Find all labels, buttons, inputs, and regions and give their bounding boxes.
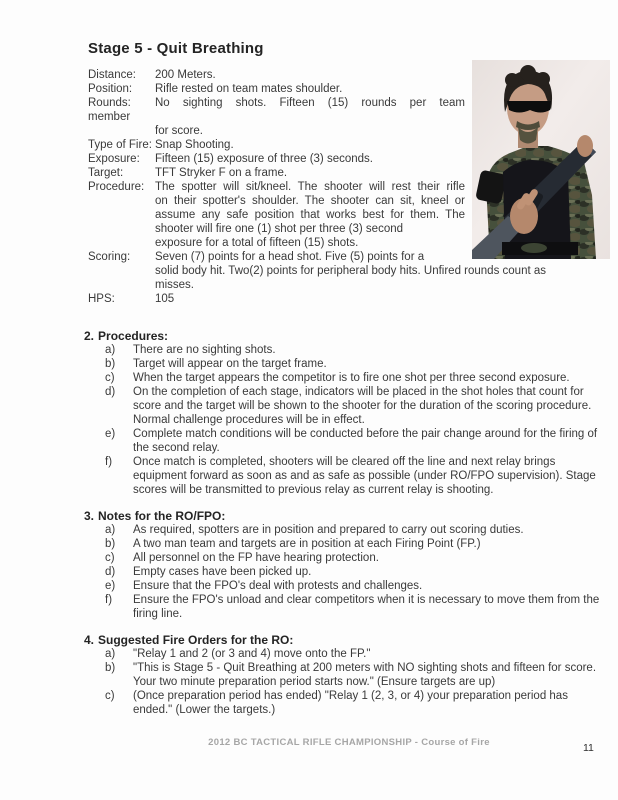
- list-item-letter: b): [105, 358, 116, 370]
- spec-value: on their spotter's shoulder. The shooter can sit, kneel or: [155, 195, 465, 207]
- section-title: Procedures:: [98, 329, 169, 343]
- list-item: [84, 385, 610, 427]
- list-item-text: (Once preparation period has ended) "Relay 1 (2, 3, or 4) your preparation period has ended." (Lower the targets.): [133, 690, 568, 716]
- spec-line: [88, 292, 618, 306]
- shooter-photo-graphic: [472, 60, 610, 259]
- spec-value: TFT Stryker F on a frame.: [155, 167, 288, 179]
- list-item-text: Empty cases have been picked up.: [133, 566, 312, 578]
- spec-label: Type of Fire:: [88, 139, 152, 151]
- section-fire-orders: [84, 633, 610, 717]
- list-item-text: Ensure the FPO's unload and clear competitors when it is necessary to move them from the firing line.: [133, 594, 600, 620]
- spec-label: Scoring:: [88, 251, 131, 263]
- section-heading: [84, 633, 610, 647]
- list-item-letter: f): [105, 594, 113, 606]
- section-heading: [84, 329, 610, 343]
- list-item-text: Ensure that the FPO's deal with protests and challenges.: [133, 580, 423, 592]
- list-item: [84, 371, 610, 385]
- list-item-letter: a): [105, 648, 116, 660]
- list-item-text: A two man team and targets are in position at each Firing Point (FP.): [133, 538, 481, 550]
- section-title: Suggested Fire Orders for the RO:: [98, 633, 294, 647]
- list-item: [84, 661, 610, 689]
- footer-text: 2012 BC TACTICAL RIFLE CHAMPIONSHIP - Course of Fire: [208, 737, 490, 748]
- list-item-text: When the target appears the competitor is to fire one shot per three second exposure.: [133, 372, 570, 384]
- section-number: 2.: [84, 329, 95, 343]
- list-item: [84, 537, 610, 551]
- list-item-text: Complete match conditions will be conducted before the pair change around for the firing of the second relay.: [133, 428, 598, 454]
- spec-value: assume any safe position that works best for them. The: [155, 209, 465, 221]
- spec-label: Target:: [88, 167, 124, 179]
- section-title: Notes for the RO/FPO:: [98, 509, 226, 523]
- list-item: [84, 455, 610, 497]
- spec-label: HPS:: [88, 293, 115, 305]
- list-item: [84, 523, 610, 537]
- list-item-text: All personnel on the FP have hearing protection.: [133, 552, 379, 564]
- section-notes-ro-fpo: [84, 509, 610, 621]
- list-item: [84, 579, 610, 593]
- spec-value: for score.: [155, 125, 203, 137]
- list-item: [84, 593, 610, 621]
- list-item: [84, 689, 610, 717]
- list-item: [84, 565, 610, 579]
- list-item-letter: a): [105, 524, 116, 536]
- list-item: [84, 357, 610, 371]
- list-item: [84, 427, 610, 455]
- section-items: [84, 523, 610, 621]
- page-title: Stage 5 - Quit Breathing: [88, 40, 264, 57]
- spec-label: Procedure:: [88, 181, 145, 193]
- page-number: 11: [583, 742, 594, 754]
- spec-line: [88, 278, 618, 292]
- spec-value: 105: [155, 293, 175, 305]
- spec-value: 200 Meters.: [155, 69, 216, 81]
- list-item-letter: c): [105, 690, 115, 702]
- list-item-letter: d): [105, 386, 116, 398]
- spec-line: [88, 264, 618, 278]
- spec-label: member: [88, 111, 131, 123]
- list-item-text: There are no sighting shots.: [133, 344, 276, 356]
- list-item-text: On the completion of each stage, indicators will be placed in the shot holes that count for score and the target will be shown to the shooter for the duration of the scoring procedure. Normal challenge procedures will be in effect.: [133, 386, 592, 426]
- spec-value: Fifteen (15) exposure of three (3) seconds.: [155, 153, 373, 165]
- spec-label: Rounds:: [88, 97, 131, 109]
- list-item-letter: a): [105, 344, 116, 356]
- spec-value: solid body hit. Two(2) points for peripheral body hits. Unfired rounds count as: [155, 265, 546, 277]
- list-item-letter: b): [105, 662, 116, 674]
- list-item-text: As required, spotters are in position and prepared to carry out scoring duties.: [133, 524, 524, 536]
- section-items: [84, 647, 610, 717]
- list-item-text: Target will appear on the target frame.: [133, 358, 327, 370]
- list-item: [84, 647, 610, 661]
- spec-value: exposure for a total of fifteen (15) shots.: [155, 237, 359, 249]
- spec-label: Exposure:: [88, 153, 140, 165]
- section-procedures: [84, 329, 610, 497]
- section-items: [84, 343, 610, 497]
- list-item-letter: c): [105, 372, 115, 384]
- list-item-letter: f): [105, 456, 113, 468]
- list-item: [84, 343, 610, 357]
- list-item-text: "Relay 1 and 2 (or 3 and 4) move onto the FP.": [133, 648, 371, 660]
- list-item-text: Once match is completed, shooters will be cleared off the line and next relay brings equipment forward as soon as and as safe as possible (under RO/FPO supervision). Stage scores will be transmitted to previous relay as current relay is shooting.: [133, 456, 596, 496]
- spec-value: Snap Shooting.: [155, 139, 234, 151]
- spec-value: shooter will fire one (1) shot per three (3) second: [155, 223, 404, 235]
- spec-label: Distance:: [88, 69, 136, 81]
- spec-value: misses.: [155, 279, 194, 291]
- list-item-letter: d): [105, 566, 116, 578]
- section-number: 4.: [84, 633, 95, 647]
- list-item-letter: e): [105, 580, 116, 592]
- spec-value: The spotter will sit/kneel. The shooter will rest their rifle: [155, 181, 465, 193]
- spec-label: Position:: [88, 83, 133, 95]
- list-item-letter: c): [105, 552, 115, 564]
- list-item-letter: e): [105, 428, 116, 440]
- spec-value: Seven (7) points for a head shot. Five (5) points for a: [155, 251, 425, 263]
- section-number: 3.: [84, 509, 95, 523]
- spec-value: Rifle rested on team mates shoulder.: [155, 83, 343, 95]
- list-item: [84, 551, 610, 565]
- spec-value: No sighting shots. Fifteen (15) rounds per team: [155, 97, 465, 109]
- list-item-text: "This is Stage 5 - Quit Breathing at 200 meters with NO sighting shots and fifteen for score. Your two minute preparation period starts now." (Ensure targets are up): [133, 662, 597, 688]
- shooter-photo: [472, 60, 610, 259]
- section-heading: [84, 509, 610, 523]
- list-item-letter: b): [105, 538, 116, 550]
